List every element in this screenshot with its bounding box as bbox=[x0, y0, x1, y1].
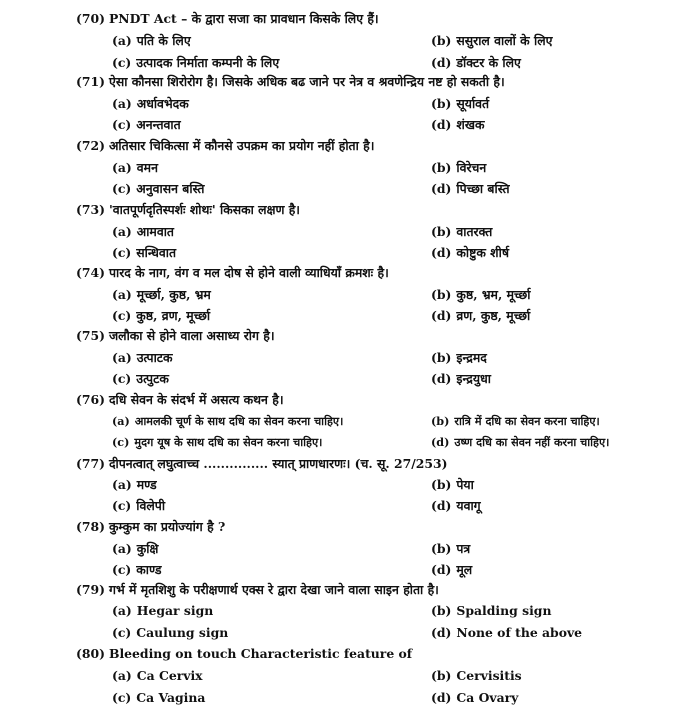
option-text: कुष्ठ, भ्रम, मूर्च्छा bbox=[456, 287, 531, 302]
option-78-b bbox=[431, 541, 470, 557]
option-label: (b) bbox=[431, 224, 452, 239]
option-label: (a) bbox=[112, 160, 132, 175]
option-77-d bbox=[431, 498, 481, 514]
option-74-d bbox=[431, 308, 530, 324]
option-73-b bbox=[431, 224, 492, 240]
option-text: व्रण, कुष्ठ, मूर्च्छा bbox=[456, 308, 531, 323]
option-74-a bbox=[112, 287, 211, 303]
option-label: (a) bbox=[112, 224, 132, 239]
option-76-b bbox=[431, 413, 600, 429]
option-text: यवागू bbox=[456, 498, 481, 513]
option-text: उत्पाटक bbox=[136, 350, 173, 365]
option-text: काण्ड bbox=[136, 562, 162, 577]
option-77-a bbox=[112, 477, 157, 493]
option-text: मण्ड bbox=[136, 477, 157, 492]
question-number: (74) bbox=[76, 265, 105, 280]
option-79-b bbox=[431, 603, 551, 619]
question-number: (70) bbox=[76, 11, 105, 26]
option-text: अनन्तवात bbox=[136, 117, 181, 132]
option-79-c bbox=[112, 625, 228, 641]
option-label: (c) bbox=[112, 181, 132, 196]
question-text: पारद के नाग, वंग व मल दोष से होने वाली व्याधियाँ क्रमशः है। bbox=[108, 265, 389, 280]
option-text: Caulung sign bbox=[136, 625, 229, 640]
option-72-a bbox=[112, 160, 158, 176]
option-text: Ca Cervix bbox=[136, 668, 203, 683]
option-label: (b) bbox=[431, 541, 452, 556]
option-text: सूर्यावर्त bbox=[456, 96, 490, 111]
option-label: (d) bbox=[431, 435, 450, 449]
option-text: सन्धिवात bbox=[136, 245, 177, 260]
question-71 bbox=[76, 74, 505, 90]
option-text: पत्र bbox=[456, 541, 471, 556]
question-text: 'वातपूर्णदृतिस्पर्शः शोथः' किसका लक्षण है। bbox=[108, 202, 301, 217]
option-label: (b) bbox=[431, 603, 452, 618]
option-text: इन्द्रयुधा bbox=[456, 371, 491, 386]
option-label: (b) bbox=[431, 477, 452, 492]
option-text: कोष्टुक शीर्ष bbox=[456, 245, 509, 260]
option-80-d bbox=[431, 690, 518, 706]
option-72-d bbox=[431, 181, 510, 197]
question-number: (72) bbox=[76, 138, 105, 153]
option-label: (b) bbox=[431, 350, 452, 365]
option-label: (b) bbox=[431, 287, 452, 302]
question-77 bbox=[76, 456, 447, 472]
option-label: (c) bbox=[112, 625, 132, 640]
question-number: (73) bbox=[76, 202, 105, 217]
option-78-c bbox=[112, 562, 162, 578]
option-text: ससुराल वालों के लिए bbox=[456, 33, 553, 48]
option-text: Ca Vagina bbox=[136, 690, 206, 705]
question-text: Bleeding on touch Characteristic feature of bbox=[108, 646, 413, 661]
option-text: मूर्च्छा, कुष्ठ, भ्रम bbox=[136, 287, 211, 302]
question-number: (78) bbox=[76, 519, 105, 534]
option-label: (d) bbox=[431, 371, 452, 386]
option-label: (c) bbox=[112, 245, 132, 260]
option-75-a bbox=[112, 350, 173, 366]
option-70-b bbox=[431, 33, 552, 49]
option-text: डॉक्टर के लिए bbox=[456, 55, 521, 70]
option-text: शंखक bbox=[456, 117, 485, 132]
option-label: (c) bbox=[112, 690, 132, 705]
option-76-a bbox=[112, 413, 343, 429]
option-71-a bbox=[112, 96, 189, 112]
option-text: वमन bbox=[136, 160, 158, 175]
option-78-d bbox=[431, 562, 472, 578]
option-72-c bbox=[112, 181, 204, 197]
option-75-b bbox=[431, 350, 487, 366]
option-76-d bbox=[431, 434, 609, 450]
option-75-d bbox=[431, 371, 491, 387]
option-text: उष्ण दधि का सेवन नहीं करना चाहिए। bbox=[454, 435, 610, 449]
question-text: दीपनत्वात् लघुत्वाच्च ............... स्यात् प्राणधारणः। (च. सू. 27/253) bbox=[108, 456, 448, 471]
option-71-b bbox=[431, 96, 489, 112]
option-text: Cervisitis bbox=[456, 668, 522, 683]
question-number: (80) bbox=[76, 646, 105, 661]
option-78-a bbox=[112, 541, 158, 557]
question-text: कुम्कुम का प्रयोज्यांग है ? bbox=[108, 519, 226, 534]
option-label: (d) bbox=[431, 562, 452, 577]
option-70-c bbox=[112, 55, 279, 71]
option-label: (b) bbox=[431, 668, 452, 683]
question-number: (77) bbox=[76, 456, 105, 471]
question-number: (71) bbox=[76, 74, 105, 89]
option-73-d bbox=[431, 245, 509, 261]
option-text: विरेचन bbox=[456, 160, 487, 175]
option-label: (d) bbox=[431, 308, 452, 323]
question-73 bbox=[76, 202, 300, 218]
option-label: (a) bbox=[112, 33, 132, 48]
option-70-d bbox=[431, 55, 521, 71]
option-label: (d) bbox=[431, 245, 452, 260]
option-label: (d) bbox=[431, 690, 452, 705]
option-label: (a) bbox=[112, 603, 132, 618]
option-label: (b) bbox=[431, 414, 450, 428]
option-text: विलेपी bbox=[136, 498, 166, 513]
option-label: (c) bbox=[112, 562, 132, 577]
option-80-b bbox=[431, 668, 522, 684]
option-label: (b) bbox=[431, 96, 452, 111]
option-73-c bbox=[112, 245, 176, 261]
question-text: अतिसार चिकित्सा में कौनसे उपक्रम का प्रयोग नहीं होता है। bbox=[108, 138, 375, 153]
option-71-d bbox=[431, 117, 484, 133]
option-text: पति के लिए bbox=[136, 33, 191, 48]
option-80-c bbox=[112, 690, 205, 706]
option-label: (d) bbox=[431, 55, 452, 70]
option-label: (d) bbox=[431, 117, 452, 132]
option-text: आमवात bbox=[136, 224, 174, 239]
question-79 bbox=[76, 582, 439, 598]
option-label: (a) bbox=[112, 541, 132, 556]
option-text: अनुवासन बस्ति bbox=[136, 181, 205, 196]
option-label: (c) bbox=[112, 371, 132, 386]
option-label: (c) bbox=[112, 117, 132, 132]
option-label: (a) bbox=[112, 287, 132, 302]
option-74-b bbox=[431, 287, 530, 303]
option-text: None of the above bbox=[456, 625, 583, 640]
option-label: (d) bbox=[431, 625, 452, 640]
option-text: आमलकी चूर्ण के साथ दधि का सेवन करना चाहिए। bbox=[134, 414, 344, 428]
question-72 bbox=[76, 138, 374, 154]
question-80 bbox=[76, 646, 412, 662]
option-label: (d) bbox=[431, 181, 452, 196]
option-77-c bbox=[112, 498, 165, 514]
option-text: कुक्षि bbox=[136, 541, 159, 556]
option-71-c bbox=[112, 117, 181, 133]
question-number: (76) bbox=[76, 392, 105, 407]
option-80-a bbox=[112, 668, 203, 684]
question-76 bbox=[76, 392, 284, 408]
option-72-b bbox=[431, 160, 486, 176]
option-label: (d) bbox=[431, 498, 452, 513]
question-70 bbox=[76, 11, 379, 27]
option-text: पिच्छा बस्ति bbox=[456, 181, 510, 196]
option-text: मुदग यूष के साथ दधि का सेवन करना चाहिए। bbox=[134, 435, 323, 449]
question-text: जलौका से होने वाला असाध्य रोग है। bbox=[108, 328, 275, 343]
option-label: (a) bbox=[112, 350, 132, 365]
question-75 bbox=[76, 328, 275, 344]
option-75-c bbox=[112, 371, 169, 387]
option-text: Hegar sign bbox=[136, 603, 214, 618]
option-79-d bbox=[431, 625, 582, 641]
option-text: उत्पुटक bbox=[136, 371, 169, 386]
question-text: ऐसा कौनसा शिरोरोग है। जिसके अधिक बढ जाने पर नेत्र व श्रवणेन्द्रिय नष्ट हो सकती है। bbox=[108, 74, 505, 89]
option-text: इन्द्रमद bbox=[456, 350, 487, 365]
option-text: Ca Ovary bbox=[456, 690, 519, 705]
option-text: Spalding sign bbox=[456, 603, 552, 618]
question-74 bbox=[76, 265, 389, 281]
option-label: (c) bbox=[112, 55, 132, 70]
option-text: कुष्ठ, व्रण, मूर्च्छा bbox=[136, 308, 211, 323]
option-text: रात्रि में दधि का सेवन करना चाहिए। bbox=[454, 414, 600, 428]
option-70-a bbox=[112, 33, 191, 49]
question-number: (79) bbox=[76, 582, 105, 597]
option-text: मूल bbox=[456, 562, 473, 577]
option-label: (a) bbox=[112, 414, 130, 428]
option-77-b bbox=[431, 477, 474, 493]
option-label: (a) bbox=[112, 96, 132, 111]
option-text: अर्धावभेदक bbox=[136, 96, 189, 111]
question-text: PNDT Act – के द्वारा सजा का प्रावधान किसके लिए हैं। bbox=[108, 11, 379, 26]
option-label: (b) bbox=[431, 33, 452, 48]
option-label: (c) bbox=[112, 308, 132, 323]
question-text: गर्भ में मृतशिशु के परीक्षणार्थ एक्स रे द्वारा देखा जाने वाला साइन होता है। bbox=[108, 582, 439, 597]
question-78 bbox=[76, 519, 225, 535]
question-number: (75) bbox=[76, 328, 105, 343]
option-73-a bbox=[112, 224, 174, 240]
option-text: पेया bbox=[456, 477, 474, 492]
option-label: (a) bbox=[112, 668, 132, 683]
option-label: (c) bbox=[112, 498, 132, 513]
option-label: (a) bbox=[112, 477, 132, 492]
option-79-a bbox=[112, 603, 213, 619]
option-label: (c) bbox=[112, 435, 130, 449]
question-text: दधि सेवन के संदर्भ में असत्य कथन है। bbox=[108, 392, 284, 407]
option-text: वातरक्त bbox=[456, 224, 493, 239]
option-76-c bbox=[112, 434, 322, 450]
option-label: (b) bbox=[431, 160, 452, 175]
option-74-c bbox=[112, 308, 210, 324]
option-text: उत्पादक निर्माता कम्पनी के लिए bbox=[136, 55, 280, 70]
